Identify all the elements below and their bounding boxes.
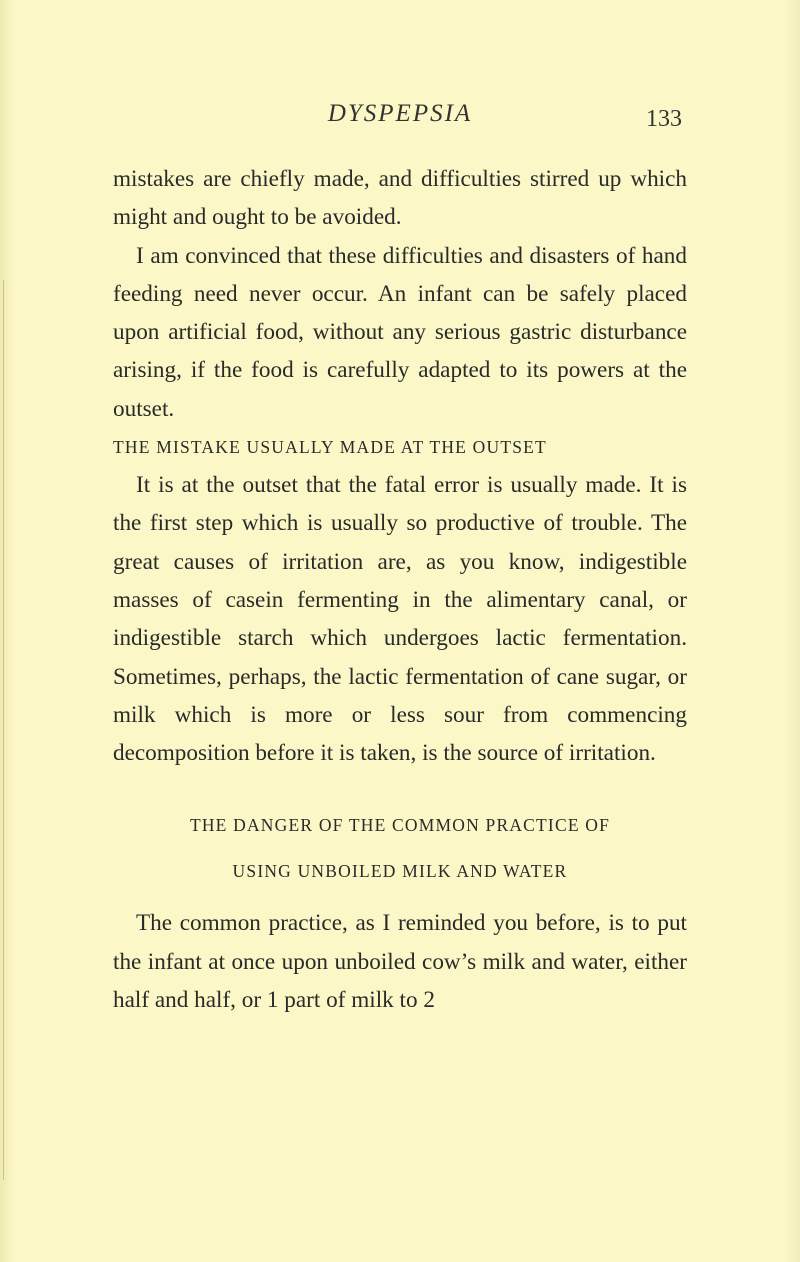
paragraph: The common practice, as I reminded you before, is to put the infant at once upon unboiled cow’s milk and water, either half and half, or 1 part of milk to 2 (113, 910, 687, 1014)
body-text (113, 160, 687, 1019)
section-heading-line: THE DANGER OF THE COMMON PRACTICE OF (189, 815, 611, 836)
paragraph: It is at the outset that the fatal error is usually made. It is the first step which is usually so productive of trouble. The great causes of irritation are, as you know, indigestible masses of casein fermenting in the alimentary canal, or indigestible starch which undergoes lactic fermentation. Sometimes, perhaps, the lactic fermentation of cane sugar, or milk which is more or less sour from commencing decomposition before it is taken, is the source of irritation. (113, 472, 687, 767)
paragraph-continued: mistakes are chiefly made, and difficulties stirred up which might and ought to be avoided. (113, 166, 687, 231)
section-heading (113, 802, 687, 894)
paragraph: I am convinced that these difficulties and disasters of hand feeding need never occur. An infant can be safely placed upon artificial food, without any serious gastric disturbance arising, if the food is carefully adapted to its powers at the outset. (113, 242, 687, 422)
running-head: DYSPEPSIA (327, 100, 473, 127)
page-edge-shadow (3, 280, 4, 1180)
page-header (80, 100, 720, 136)
page-number: 133 (646, 106, 682, 132)
section-heading-line: USING UNBOILED MILK AND WATER (232, 861, 568, 882)
section-heading: THE MISTAKE USUALLY MADE AT THE OUTSET (113, 437, 547, 458)
